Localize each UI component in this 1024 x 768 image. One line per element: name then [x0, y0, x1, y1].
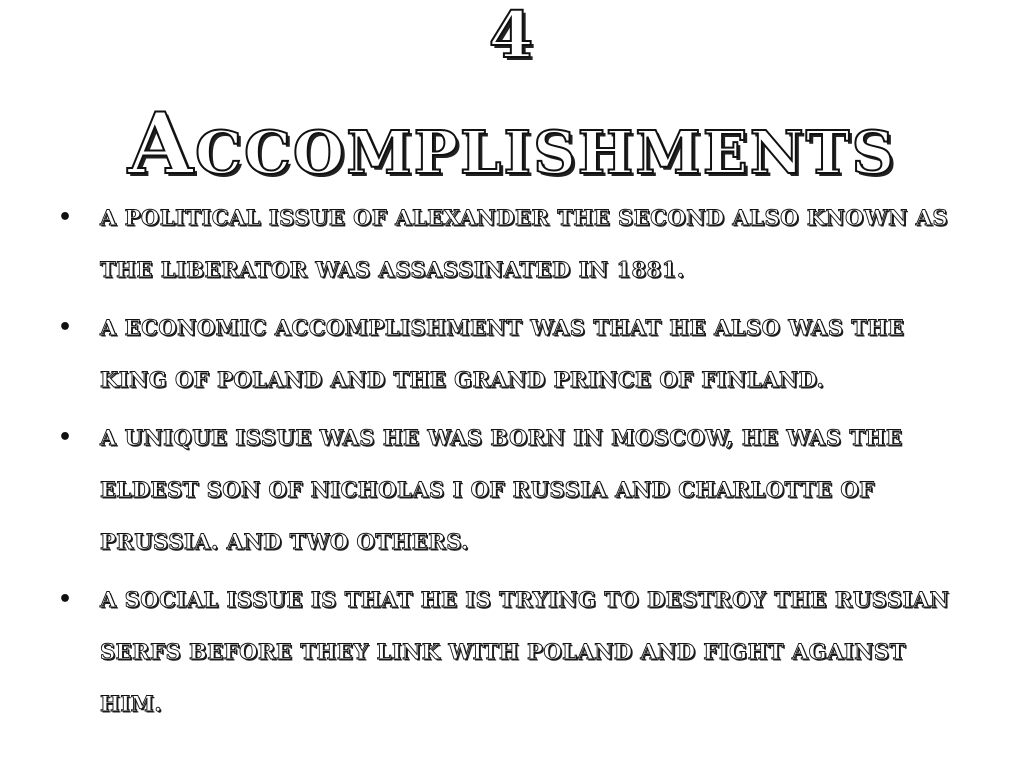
bullet-text: A UNIQUE ISSUE WAS HE WAS BORN IN MOSCOW, HE WAS THE ELDEST SON OF NICHOLAS I OF RUSSIA AND CHARLOTTE OF PRUSSIA. AND TWO OTHERS. [100, 425, 903, 554]
bullet-item [58, 192, 968, 296]
bullet-dot-icon: • [58, 315, 73, 340]
bullet-item [58, 574, 968, 730]
bullet-item [58, 412, 968, 568]
bullet-list [58, 192, 968, 736]
bullet-text: A POLITICAL ISSUE OF ALEXANDER THE SECOND ALSO KNOWN AS THE LIBERATOR WAS ASSASSINATED IN 1881. [100, 205, 949, 282]
bullet-text: A ECONOMIC ACCOMPLISHMENT WAS THAT HE ALSO WAS THE KING OF POLAND AND THE GRAND PRINCE OF FINLAND. [100, 315, 905, 392]
title-number: 4 [488, 0, 536, 73]
title-text: Accomplishments [127, 94, 897, 193]
bullet-dot-icon: • [58, 587, 73, 612]
bullet-text: A SOCIAL ISSUE IS THAT HE IS TRYING TO DESTROY THE RUSSIAN SERFS BEFORE THEY LINK WITH POLAND AND FIGHT AGAINST HIM. [100, 587, 950, 716]
bullet-dot-icon: • [58, 425, 73, 450]
bullet-dot-icon: • [58, 205, 73, 230]
slide-title [0, 0, 1024, 193]
bullet-item [58, 302, 968, 406]
